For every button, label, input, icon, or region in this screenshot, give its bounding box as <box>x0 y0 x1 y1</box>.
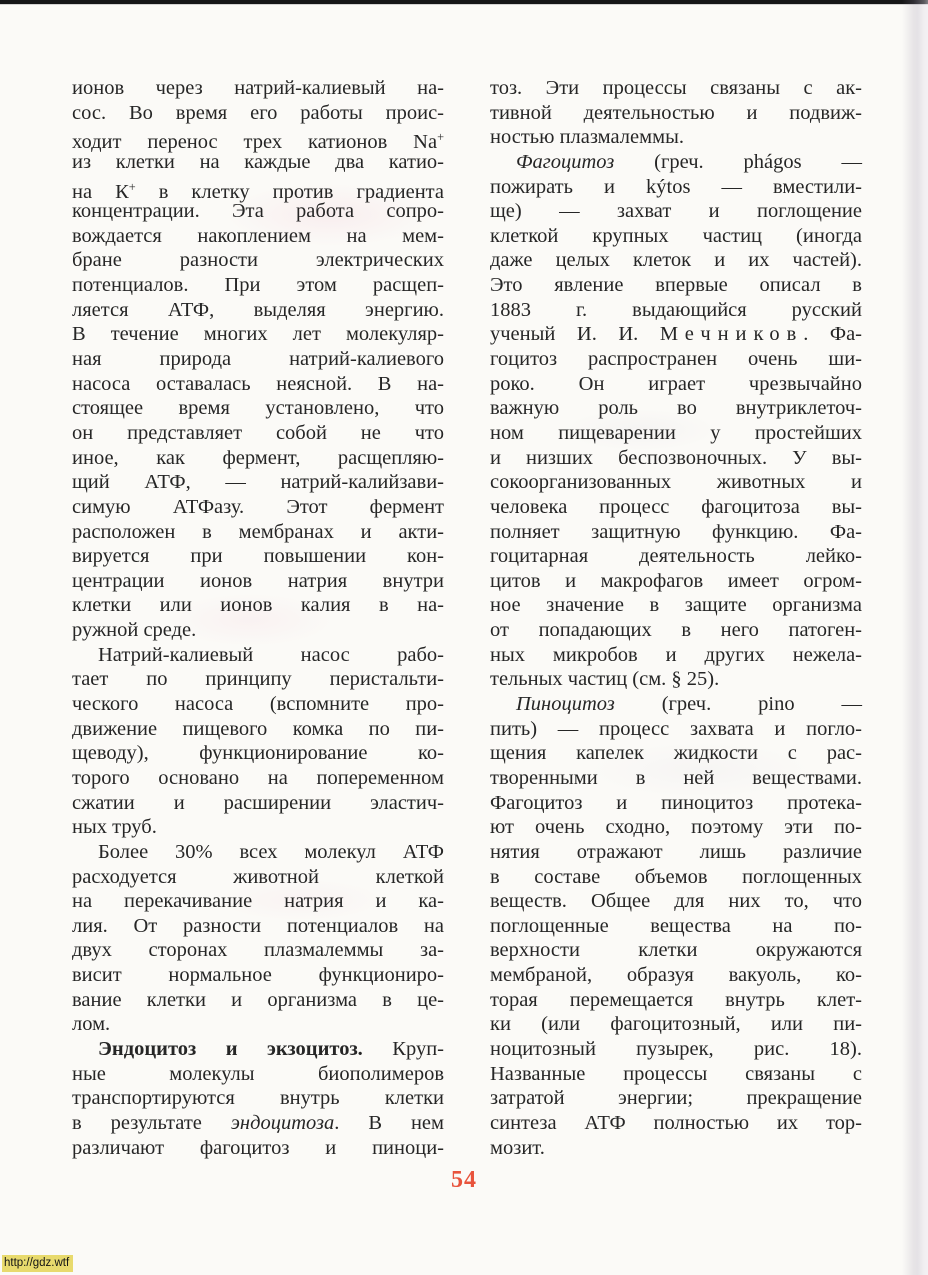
text-line: полняет защитную функцию. Фа- <box>490 520 862 543</box>
text-line: даже целых клеток и их частей). <box>490 249 862 272</box>
text-line: движение пищевого комка по пи- <box>72 717 444 740</box>
right-text-column <box>490 76 862 1160</box>
text-line: сжатии и расширении эластич- <box>72 791 444 814</box>
text-line: ноцитозный пузырек, рис. 18). <box>490 1037 862 1060</box>
text-line: ном пищеварении у простейших <box>490 421 862 444</box>
text-line: лом. <box>72 1013 111 1036</box>
text-line: потенциалов. При этом расщеп- <box>72 274 444 297</box>
text-run-sp: Мечников <box>659 323 804 346</box>
text-line: из клетки на каждые два катио- <box>72 150 444 173</box>
text-line: ная природа натрий-калиевого <box>72 348 444 371</box>
text-line: клетки или ионов калия в на- <box>72 594 444 617</box>
text-line: висит нормальное функциониро- <box>72 964 444 987</box>
text-line: двух сторонах плазмалеммы за- <box>72 939 444 962</box>
text-line: насоса оставалась неясной. В на- <box>72 372 444 395</box>
text-line: Эндоцитоз и экзоцитоз. Круп- <box>98 1037 444 1060</box>
text-line: ружной среде. <box>72 619 197 642</box>
text-line: затратой энергии; прекращение <box>490 1087 862 1110</box>
text-line: гоцитарная деятельность лейко- <box>490 545 862 568</box>
text-line: Это явление впервые описал в <box>490 274 862 297</box>
text-line: Натрий-калиевый насос рабо- <box>98 643 444 666</box>
text-line: ностью плазмалеммы. <box>490 126 684 149</box>
text-line: транспортируются внутрь клетки <box>72 1087 444 1110</box>
text-line: различают фагоцитоз и пиноци- <box>72 1136 444 1159</box>
text-line: бране разности электрических <box>72 249 444 272</box>
text-line: центрации ионов натрия внутри <box>72 569 444 592</box>
text-line: ляется АТФ, выделяя энергию. <box>72 298 444 321</box>
text-line: на К+ в клетку против градиента <box>72 179 444 203</box>
left-text-column <box>72 76 444 1160</box>
text-line: вождается накоплением на мем- <box>72 224 444 247</box>
text-line: в составе объемов поглощенных <box>490 865 862 888</box>
text-line: щий АТФ, — натрий-калийзави- <box>72 471 444 494</box>
text-line: вание клетки и организма в це- <box>72 988 444 1011</box>
text-line: он представляет собой не что <box>72 421 444 444</box>
text-line: важную роль во внутриклеточ- <box>490 397 862 420</box>
text-line: стоящее время установлено, что <box>72 397 444 420</box>
text-line: ученый И. И. Мечников. Фа- <box>490 323 863 346</box>
text-line: веществ. Общее для них то, что <box>490 890 862 913</box>
text-line: концентрации. Эта работа сопро- <box>72 200 444 223</box>
text-line: Фагоцитоз (греч. phágos — <box>516 150 862 173</box>
text-line: Пиноцитоз (греч. pino — <box>516 693 862 716</box>
text-line: ионов через натрий-калиевый на- <box>72 77 444 99</box>
text-line: нятия отражают лишь различие <box>490 840 862 863</box>
page-top-edge <box>0 0 928 5</box>
text-line: творенными в ней веществами. <box>490 766 862 789</box>
text-line: ных микробов и других нежела- <box>490 643 862 666</box>
text-line: Более 30% всех молекул АТФ <box>98 840 444 863</box>
text-run-i: эндоцитоза <box>230 1111 335 1134</box>
text-line: ют очень сходно, поэтому эти по- <box>490 816 862 839</box>
text-line: верхности клетки окружаются <box>490 939 862 962</box>
text-line: в результате эндоцитоза. В нем <box>72 1111 444 1134</box>
text-line: тоз. Эти процессы связаны с ак- <box>490 77 862 99</box>
text-line: ное значение в защите организма <box>490 594 862 617</box>
text-line: мозит. <box>490 1136 545 1159</box>
text-line: роко. Он играет чрезвычайно <box>490 372 862 395</box>
text-line: ки (или фагоцитозный, или пи- <box>490 1013 862 1036</box>
text-line: сос. Во время его работы проис- <box>72 101 444 124</box>
text-line: лия. От разности потенциалов на <box>72 914 444 937</box>
text-line: тает по принципу перистальти- <box>72 668 444 691</box>
text-line: расположен в мембранах и акти- <box>72 520 444 543</box>
text-line: от попадающих в него патоген- <box>490 619 862 642</box>
text-line: Фагоцитоз и пиноцитоз протека- <box>490 791 862 814</box>
text-line: синтеза АТФ полностью их тор- <box>490 1111 862 1134</box>
text-line: ходит перенос трех катионов Na+ <box>72 130 444 154</box>
text-line: ных труб. <box>72 816 157 839</box>
text-line: клеткой крупных частиц (иногда <box>490 224 862 247</box>
text-line: мембраной, образуя вакуоль, ко- <box>490 964 862 987</box>
text-line: поглощенные вещества на по- <box>490 914 862 937</box>
text-run-i: Пиноцитоз <box>516 693 615 716</box>
text-line: расходуется животной клеткой <box>72 865 444 888</box>
text-run-sup: + <box>128 179 136 194</box>
text-line: цитов и макрофагов имеет огром- <box>490 569 862 592</box>
text-line: вируется при повышении кон- <box>72 545 444 568</box>
text-line: сокоорганизованных животных и <box>490 471 862 494</box>
text-line: тивной деятельностью и подвиж- <box>490 101 862 124</box>
text-line: щения капелек жидкости с рас- <box>490 742 862 765</box>
text-line: симую АТФазу. Этот фермент <box>72 495 444 518</box>
text-line: гоцитоз распространен очень ши- <box>490 348 862 371</box>
text-line: торая перемещается внутрь клет- <box>490 988 862 1011</box>
text-line: Названные процессы связаны с <box>490 1062 862 1085</box>
text-line: торого основано на попеременном <box>72 766 444 789</box>
text-line: на перекачивание натрия и ка- <box>72 890 444 913</box>
text-line: человека процесс фагоцитоза вы- <box>490 495 862 518</box>
text-line: В течение многих лет молекуляр- <box>72 323 444 346</box>
text-line: ческого насоса (вспомните про- <box>72 693 444 716</box>
text-run-sup: + <box>437 130 444 145</box>
text-line: 1883 г. выдающийся русский <box>490 298 862 321</box>
text-line: пожирать и kýtos — вместили- <box>490 175 862 198</box>
text-line: тельных частиц (см. § 25). <box>490 668 720 691</box>
text-run-b: Эндоцитоз и экзоцитоз. <box>98 1037 363 1060</box>
watermark-url: http://gdz.wtf <box>2 1255 73 1272</box>
text-line: иное, как фермент, расщепляю- <box>72 446 444 469</box>
text-line: ные молекулы биополимеров <box>72 1062 444 1085</box>
text-line: ще) — захват и поглощение <box>490 200 862 223</box>
page-gutter-shadow <box>902 0 928 1275</box>
text-line: и низших беспозвоночных. У вы- <box>490 446 862 469</box>
text-line: щеводу), функционирование ко- <box>72 742 444 765</box>
text-line: пить) — процесс захвата и погло- <box>490 717 862 740</box>
page-number: 54 <box>451 1167 477 1193</box>
text-run-i: Фагоцитоз <box>516 150 615 173</box>
